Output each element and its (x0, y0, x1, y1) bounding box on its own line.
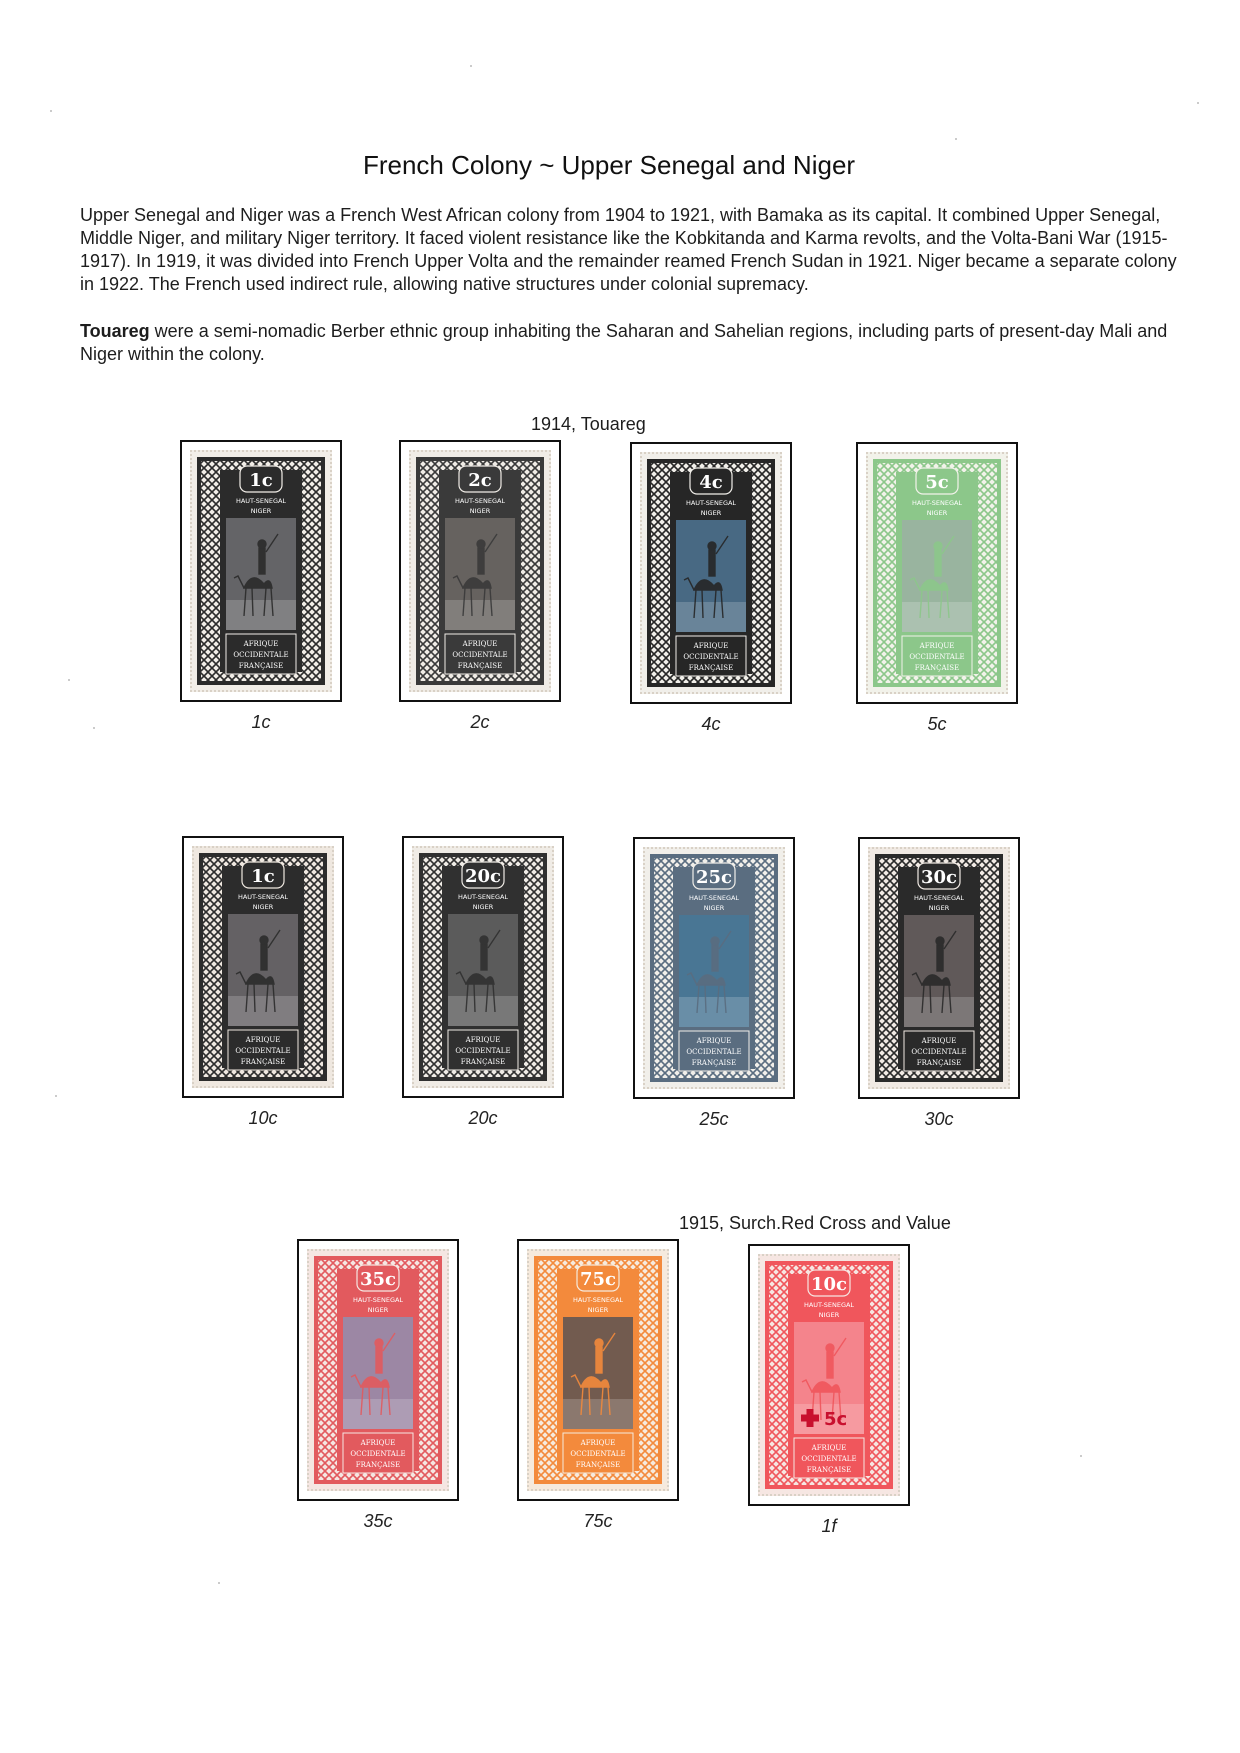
stamp (643, 847, 785, 1089)
stamp-caption: 1c (251, 712, 271, 732)
afrique-text-1: AFRIQUE (360, 1439, 396, 1447)
desert-ground (228, 996, 298, 1026)
afrique-text-3: FRANÇAISE (238, 662, 284, 670)
stamp-caption: 25c (699, 1109, 729, 1129)
country-name-text: HAUT-SENEGAL (911, 499, 963, 507)
stamp-mount (630, 442, 792, 704)
value-text: 10c (810, 1274, 848, 1295)
stamp (412, 846, 554, 1088)
stamp-mount (182, 836, 344, 1098)
stamp-design (649, 853, 779, 1083)
afrique-text-2: OCCIDENTALE (801, 1455, 857, 1463)
stamp (868, 847, 1010, 1089)
afrique-text-3: FRANÇAISE (691, 1059, 737, 1067)
stamp-design (872, 458, 1002, 688)
country-name-text: HAUT-SENEGAL (685, 499, 737, 507)
desert-ground (679, 997, 749, 1027)
stamp-design (764, 1260, 894, 1490)
niger-text: NIGER (587, 1306, 609, 1314)
stamp-mount (858, 837, 1020, 1099)
afrique-text-1: AFRIQUE (919, 642, 955, 650)
page-title: French Colony ~ Upper Senegal and Niger (362, 150, 856, 180)
stamp-design (198, 852, 328, 1082)
stamp (190, 450, 332, 692)
afrique-text-3: FRANÇAISE (916, 1059, 962, 1067)
stamp-caption: 2c (470, 712, 490, 732)
afrique-text-2: OCCIDENTALE (683, 653, 739, 661)
niger-text: NIGER (472, 903, 494, 911)
stamp (527, 1249, 669, 1491)
touareg-text: were a semi-nomadic Berber ethnic group inhabiting the Saharan and Sahelian regions, including parts of present-day Mali and Niger within the colony. (80, 321, 1168, 364)
stamp (192, 846, 334, 1088)
niger-text: NIGER (700, 509, 722, 517)
afrique-text-2: OCCIDENTALE (452, 651, 508, 659)
afrique-text-1: AFRIQUE (921, 1037, 957, 1045)
value-text: 1c (251, 866, 275, 887)
stamp-design (313, 1255, 443, 1485)
afrique-text-1: AFRIQUE (580, 1439, 616, 1447)
country-name-text: HAUT-SENEGAL (352, 1296, 404, 1304)
niger-text: NIGER (367, 1306, 389, 1314)
desert-ground (676, 602, 746, 632)
stamp (866, 452, 1008, 694)
stamp-mount (517, 1239, 679, 1501)
afrique-text-2: OCCIDENTALE (233, 651, 289, 659)
stamp-design (533, 1255, 663, 1485)
value-text: 2c (468, 470, 492, 491)
stamp-mount (748, 1244, 910, 1506)
desert-ground (902, 602, 972, 632)
stamp-design (415, 456, 545, 686)
value-text: 25c (695, 867, 733, 888)
stamp-caption: 30c (924, 1109, 954, 1129)
touareg-term: Touareg (80, 321, 150, 341)
desert-ground (563, 1399, 633, 1429)
desert-ground (445, 600, 515, 630)
afrique-text-1: AFRIQUE (245, 1036, 281, 1044)
section-label-1914: 1914, Touareg (531, 414, 646, 434)
stamp-caption: 75c (583, 1511, 613, 1531)
afrique-text-1: AFRIQUE (693, 642, 729, 650)
stamp-caption: 5c (927, 714, 947, 734)
stamp-caption: 35c (363, 1511, 393, 1531)
desert-ground (343, 1399, 413, 1429)
country-name-text: HAUT-SENEGAL (237, 893, 289, 901)
stamp-mount (399, 440, 561, 702)
stamp-design (196, 456, 326, 686)
country-name-text: HAUT-SENEGAL (454, 497, 506, 505)
stamp (409, 450, 551, 692)
country-name-text: HAUT-SENEGAL (688, 894, 740, 902)
surcharge-text: 5c (824, 1409, 848, 1430)
afrique-text-2: OCCIDENTALE (455, 1047, 511, 1055)
afrique-text-2: OCCIDENTALE (570, 1450, 626, 1458)
niger-text: NIGER (703, 904, 725, 912)
stamp-caption: 1f (821, 1516, 837, 1536)
stamp-design (874, 853, 1004, 1083)
value-text: 35c (359, 1269, 397, 1290)
desert-ground (226, 600, 296, 630)
afrique-text-3: FRANÇAISE (914, 664, 960, 672)
afrique-text-2: OCCIDENTALE (235, 1047, 291, 1055)
niger-text: NIGER (469, 507, 491, 515)
section-label-1915: 1915, Surch.Red Cross and Value (679, 1213, 951, 1233)
afrique-text-1: AFRIQUE (243, 640, 279, 648)
value-text: 75c (579, 1269, 617, 1290)
niger-text: NIGER (818, 1311, 840, 1319)
stamp-mount (633, 837, 795, 1099)
niger-text: NIGER (250, 507, 272, 515)
desert-ground (448, 996, 518, 1026)
value-text: 4c (699, 472, 723, 493)
afrique-text-2: OCCIDENTALE (350, 1450, 406, 1458)
afrique-text-1: AFRIQUE (696, 1037, 732, 1045)
afrique-text-3: FRANÇAISE (806, 1466, 852, 1474)
afrique-text-2: OCCIDENTALE (909, 653, 965, 661)
country-name-text: HAUT-SENEGAL (572, 1296, 624, 1304)
afrique-text-3: FRANÇAISE (575, 1461, 621, 1469)
stamp-mount (297, 1239, 459, 1501)
stamp-design (418, 852, 548, 1082)
afrique-text-1: AFRIQUE (811, 1444, 847, 1452)
value-text: 30c (920, 867, 958, 888)
value-text: 5c (925, 472, 949, 493)
stamp-caption: 4c (701, 714, 721, 734)
country-name-text: HAUT-SENEGAL (457, 893, 509, 901)
stamp (307, 1249, 449, 1491)
desert-ground (904, 997, 974, 1027)
niger-text: NIGER (252, 903, 274, 911)
stamp (758, 1254, 900, 1496)
niger-text: NIGER (926, 509, 948, 517)
touareg-paragraph (80, 320, 1180, 366)
stamp (640, 452, 782, 694)
afrique-text-3: FRANÇAISE (240, 1058, 286, 1066)
afrique-text-1: AFRIQUE (465, 1036, 501, 1044)
country-name-text: HAUT-SENEGAL (235, 497, 287, 505)
country-name-text: HAUT-SENEGAL (913, 894, 965, 902)
afrique-text-3: FRANÇAISE (460, 1058, 506, 1066)
afrique-text-3: FRANÇAISE (355, 1461, 401, 1469)
afrique-text-2: OCCIDENTALE (686, 1048, 742, 1056)
afrique-text-1: AFRIQUE (462, 640, 498, 648)
afrique-text-3: FRANÇAISE (457, 662, 503, 670)
stamp-caption: 20c (468, 1108, 498, 1128)
value-text: 1c (249, 470, 273, 491)
intro-paragraph: Upper Senegal and Niger was a French West African colony from 1904 to 1921, with Bamaka as its capital. It combined Upper Senegal, Middle Niger, and military Niger territory. It faced violent resistance like the Kobkitanda and Karma revolts, and the Volta-Bani War (1915-1917). In 1919, it was divided into French Upper Volta and the remainder reamed French Sudan in 1921. Niger became a separate colony in 1922. The French used indirect rule, allowing native structures under colonial supremacy. (80, 205, 1177, 294)
stamp-mount (402, 836, 564, 1098)
stamp-design (646, 458, 776, 688)
stamp-mount (180, 440, 342, 702)
afrique-text-2: OCCIDENTALE (911, 1048, 967, 1056)
stamp-caption: 10c (248, 1108, 278, 1128)
afrique-text-3: FRANÇAISE (688, 664, 734, 672)
value-text: 20c (464, 866, 502, 887)
stamp-mount (856, 442, 1018, 704)
country-name-text: HAUT-SENEGAL (803, 1301, 855, 1309)
niger-text: NIGER (928, 904, 950, 912)
